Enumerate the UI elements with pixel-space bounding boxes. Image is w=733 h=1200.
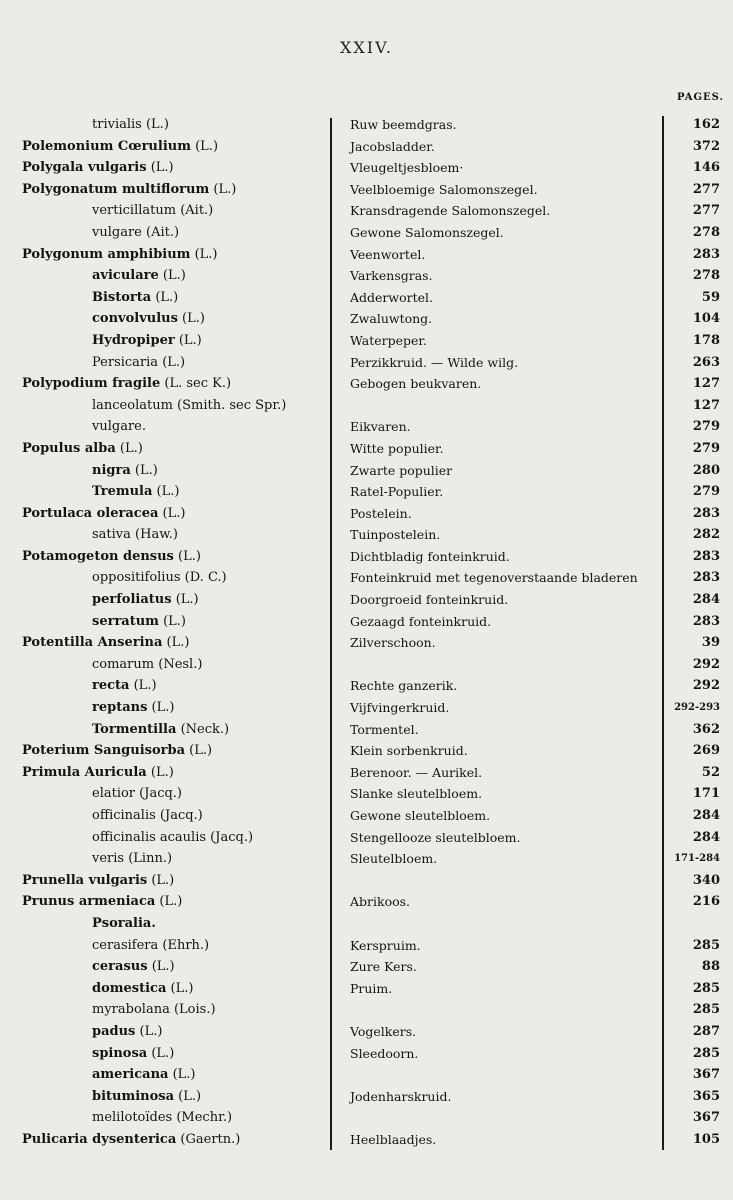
dutch-name: Tormentel. (350, 721, 419, 737)
author-abbrev: (L.) (177, 311, 205, 327)
page-ref: 340 (692, 872, 720, 888)
author-abbrev: (L.) (130, 462, 158, 478)
page-ref: 127 (692, 397, 720, 413)
index-row (0, 438, 733, 460)
page-ref: 39 (701, 635, 720, 651)
page-ref: 88 (701, 959, 720, 975)
species-name: Bistorta (92, 289, 152, 305)
index-row (0, 567, 733, 589)
author-abbrev: (Mechr.) (172, 1110, 233, 1126)
page-ref: 283 (692, 505, 720, 521)
author-abbrev: (L.) (158, 613, 186, 629)
index-row (0, 589, 733, 611)
page-ref: 372 (692, 138, 720, 154)
latin-name (22, 179, 236, 201)
page-ref: 367 (692, 1110, 720, 1126)
dutch-name: Doorgroeid fonteinkruid. (350, 592, 509, 608)
species-name: americana (92, 1067, 169, 1083)
author-abbrev: (L.) (141, 117, 169, 132)
species-name: Persicaria (92, 354, 159, 370)
page-ref: 263 (692, 354, 720, 370)
species-name: Sanguisorba (89, 743, 185, 759)
dutch-name: Zure Kers. (350, 959, 417, 975)
author-abbrev: (Gaertn.) (176, 1131, 241, 1147)
author-abbrev: (L.) (158, 505, 186, 521)
latin-name (22, 503, 185, 525)
latin-name (92, 999, 216, 1021)
latin-name (92, 416, 146, 438)
author-abbrev: (Ait.) (141, 224, 180, 240)
dutch-name: Ratel-Populier. (350, 484, 444, 500)
index-row (0, 611, 733, 633)
index-row (0, 330, 733, 352)
dutch-name: Postelein. (350, 505, 412, 521)
index-row (0, 308, 733, 330)
author-abbrev: (Neck.) (176, 721, 230, 737)
genus-name: Potentilla (22, 635, 94, 651)
author-abbrev: (L.) (135, 1023, 163, 1039)
latin-name (92, 805, 203, 827)
index-row (0, 373, 733, 395)
latin-name (92, 654, 202, 676)
author-abbrev: (Jacq.) (206, 829, 254, 845)
species-name: convolvulus (92, 311, 178, 327)
dutch-name: Kerspruim. (350, 937, 421, 953)
page-ref: 104 (692, 311, 720, 327)
genus-name: Prunus (22, 894, 75, 910)
page-ref: 127 (692, 376, 720, 392)
species-name: cerasifera (92, 937, 159, 953)
latin-name (92, 200, 213, 222)
author-abbrev: (L.) (174, 1088, 202, 1104)
author-abbrev: (L.) (171, 592, 199, 608)
latin-name (92, 308, 205, 330)
author-abbrev: (L.) (147, 1045, 175, 1061)
dutch-name: Eikvaren. (350, 419, 411, 435)
dutch-name: Berenoor. — Aurikel. (350, 764, 483, 780)
page-ref: 287 (692, 1023, 720, 1039)
species-name: melilotoïdes (92, 1110, 173, 1126)
species-name: amphibium (103, 246, 191, 262)
page-ref: 277 (692, 203, 720, 219)
page-ref: 278 (692, 268, 720, 284)
species-name: alba (80, 440, 116, 456)
species-name: vulgaris (84, 872, 148, 888)
species-name: bituminosa (92, 1088, 175, 1104)
species-name: perfoliatus (92, 592, 172, 608)
dutch-name: Varkensgras. (350, 268, 433, 284)
index-table (0, 114, 733, 1151)
latin-name (22, 1129, 240, 1151)
index-row (0, 805, 733, 827)
page-ref: 146 (692, 160, 720, 176)
author-abbrev: (L.) (174, 332, 202, 348)
genus-name: Polygonum (22, 246, 104, 262)
species-name: vulgare. (92, 419, 146, 435)
latin-name (92, 1064, 196, 1086)
author-abbrev: (L. sec K.) (160, 376, 232, 392)
index-row (0, 783, 733, 805)
index-row (0, 546, 733, 568)
index-row (0, 460, 733, 482)
species-name: armeniaca (74, 894, 156, 910)
dutch-name: Ruw beemdgras. (350, 117, 457, 132)
index-row (0, 978, 733, 1000)
page-ref: 283 (692, 570, 720, 586)
index-row (0, 956, 733, 978)
index-row (0, 935, 733, 957)
page-ref: 52 (701, 764, 720, 780)
species-name: recta (92, 678, 130, 694)
page-ref: 279 (692, 419, 720, 435)
latin-name (22, 136, 218, 158)
genus-name: Primula (22, 764, 81, 780)
latin-name (22, 373, 231, 395)
latin-name (92, 611, 186, 633)
page-ref: 285 (692, 1002, 720, 1018)
species-name: elatior (92, 786, 136, 802)
latin-name (92, 524, 178, 546)
index-row (0, 1107, 733, 1129)
index-row (0, 697, 733, 719)
index-row (0, 1129, 733, 1151)
species-name: domestica (92, 980, 167, 996)
page-ref: 279 (692, 484, 720, 500)
dutch-name: Gewone Salomonszegel. (350, 224, 504, 240)
dutch-name: Dichtbladig fonteinkruid. (350, 548, 510, 564)
latin-name (92, 719, 229, 741)
genus-name: Polygala (22, 160, 84, 176)
index-row (0, 179, 733, 201)
species-name: officinalis acaulis (92, 829, 207, 845)
latin-name (22, 632, 189, 654)
author-abbrev: (D. C.) (180, 570, 227, 586)
latin-name (92, 395, 286, 417)
species-name: officinalis (92, 808, 156, 823)
page-ref: 178 (692, 332, 720, 348)
page-ref: 283 (692, 548, 720, 564)
author-abbrev: (L.) (173, 548, 201, 564)
species-name: veris (92, 851, 125, 867)
latin-name (92, 1021, 162, 1043)
index-row (0, 848, 733, 870)
species-name: trivialis (92, 117, 142, 132)
species-name: Anserina (93, 635, 163, 651)
page-ref: 285 (692, 980, 720, 996)
author-abbrev: (Nesl.) (154, 656, 203, 672)
genus-name: Prunella (22, 872, 85, 888)
species-name: serratum (92, 613, 159, 629)
species-name: dysenterica (87, 1131, 177, 1147)
index-row (0, 675, 733, 697)
dutch-name: Kransdragende Salomonszegel. (350, 203, 551, 219)
genus-name: Polypodium (22, 376, 108, 392)
index-row (0, 287, 733, 309)
latin-name (92, 352, 185, 374)
index-row (0, 654, 733, 676)
species-name: padus (92, 1023, 136, 1039)
latin-name (92, 675, 157, 697)
page-ref: 285 (692, 937, 720, 953)
species-name: multiflorum (117, 181, 210, 197)
page-ref: 284 (692, 592, 720, 608)
dutch-name: Gebogen beukvaren. (350, 376, 482, 392)
page-ref: 285 (692, 1045, 720, 1061)
latin-name (92, 222, 179, 244)
index-row (0, 1021, 733, 1043)
species-name: vulgaris (83, 160, 147, 176)
author-abbrev: (L.) (209, 181, 237, 197)
dutch-name: Witte populier. (350, 440, 444, 456)
author-abbrev: (Ehrh.) (158, 937, 210, 953)
latin-name (92, 460, 158, 482)
dutch-name: Veenwortel. (350, 246, 426, 262)
author-abbrev: (L.) (129, 678, 157, 694)
latin-name (22, 157, 174, 179)
page-ref: 278 (692, 224, 720, 240)
latin-name (92, 567, 227, 589)
author-abbrev: (L.) (151, 289, 179, 305)
index-row (0, 1086, 733, 1108)
author-abbrev: (L.) (158, 354, 186, 370)
genus-name: Potamogeton (22, 548, 119, 564)
author-abbrev: (L.) (146, 764, 174, 780)
page-ref: 162 (692, 117, 720, 132)
page-ref: 277 (692, 181, 720, 197)
dutch-name: Tuinpostelein. (350, 527, 441, 543)
page-ref: 216 (692, 894, 720, 910)
author-abbrev: (Linn.) (124, 851, 173, 867)
dutch-name: Vleugeltjesbloem· (350, 160, 464, 176)
page-ref: 280 (692, 462, 720, 478)
latin-name (92, 783, 182, 805)
page-ref: 283 (692, 613, 720, 629)
page-ref: 105 (692, 1131, 720, 1147)
index-row (0, 352, 733, 374)
index-row (0, 200, 733, 222)
latin-name (92, 848, 172, 870)
author-abbrev: (L.) (190, 138, 219, 154)
index-row (0, 762, 733, 784)
latin-name (22, 244, 217, 266)
index-row (0, 416, 733, 438)
index-row (0, 524, 733, 546)
index-row (0, 244, 733, 266)
index-row (0, 740, 733, 762)
index-row (0, 913, 733, 935)
species-name: densus (118, 548, 174, 564)
dutch-name: Pruim. (350, 980, 393, 996)
dutch-name: Vogelkers. (350, 1023, 417, 1039)
author-abbrev: (L.) (146, 160, 174, 176)
page-ref: 365 (692, 1088, 720, 1104)
author-abbrev: (L.) (162, 635, 190, 651)
page-ref: 171-284 (674, 853, 720, 865)
dutch-name: Perzikkruid. — Wilde wilg. (350, 354, 519, 370)
index-row (0, 632, 733, 654)
species-name: sativa (92, 527, 131, 543)
page-ref: 283 (692, 246, 720, 262)
author-abbrev: (L.) (147, 700, 175, 716)
species-name: Psoralia. (92, 915, 156, 931)
latin-name (92, 481, 179, 503)
species-name: Auricula (80, 764, 147, 780)
author-abbrev: (L.) (115, 440, 143, 456)
author-abbrev: (Jacq.) (135, 786, 183, 802)
latin-name (92, 978, 193, 1000)
author-abbrev: (Smith. sec Spr.) (172, 397, 287, 413)
latin-name (92, 330, 202, 352)
dutch-name: Zilverschoon. (350, 635, 436, 651)
dutch-name: Gezaagd fonteinkruid. (350, 613, 492, 629)
genus-name: Populus (22, 440, 81, 456)
species-name: oppositifolius (92, 570, 181, 586)
page-ref: 269 (692, 743, 720, 759)
page-number: XXIV. (340, 38, 393, 57)
latin-name (22, 891, 182, 913)
latin-name (92, 1043, 174, 1065)
dutch-name: Zwaluwtong. (350, 311, 433, 327)
index-row (0, 870, 733, 892)
genus-name: Poterium (22, 743, 90, 759)
latin-name (22, 546, 201, 568)
dutch-name: Jacobsladder. (350, 138, 435, 154)
dutch-name: Jodenharskruid. (350, 1088, 452, 1104)
species-name: Hydropiper (92, 332, 175, 348)
page-ref: 367 (692, 1067, 720, 1083)
dutch-name: Zwarte populier (350, 462, 453, 478)
author-abbrev: (L.) (185, 743, 213, 759)
author-abbrev: (L.) (147, 872, 175, 888)
page-ref: 59 (701, 289, 720, 305)
dutch-name: Heelblaadjes. (350, 1131, 437, 1147)
author-abbrev: (Lois.) (169, 1002, 216, 1018)
dutch-name: Adderwortel. (350, 289, 433, 305)
dutch-name: Sleutelbloem. (350, 851, 438, 867)
author-abbrev: (Ait.) (176, 203, 214, 219)
latin-name (22, 438, 143, 460)
index-row (0, 827, 733, 849)
author-abbrev: (L.) (166, 980, 194, 996)
author-abbrev: (L.) (158, 268, 186, 284)
page-ref: 282 (692, 527, 720, 543)
species-name: vulgare (92, 224, 142, 240)
latin-name (92, 589, 199, 611)
latin-name (22, 870, 174, 892)
latin-name (22, 740, 212, 762)
latin-name (92, 827, 253, 849)
page-ref: 292-293 (674, 702, 720, 714)
species-name: aviculare (92, 268, 159, 284)
species-name: cerasus (92, 959, 148, 975)
genus-name: Polemonium (22, 138, 114, 154)
species-name: lanceolatum (92, 397, 173, 413)
species-name: spinosa (92, 1045, 148, 1061)
dutch-name: Stengellooze sleutelbloem. (350, 829, 521, 845)
index-row (0, 395, 733, 417)
dutch-name: Rechte ganzerik. (350, 678, 458, 694)
index-row (0, 114, 733, 136)
author-abbrev: (L.) (190, 246, 218, 262)
author-abbrev: (Jacq.) (155, 808, 203, 823)
page-ref: 171 (692, 786, 720, 802)
index-row (0, 999, 733, 1021)
dutch-name: Vijfvingerkruid. (350, 700, 450, 716)
species-name: myrabolana (92, 1002, 170, 1018)
page-ref: 284 (692, 808, 720, 823)
genus-name: Pulicaria (22, 1131, 88, 1147)
species-name: Tremula (92, 484, 153, 500)
species-name: verticillatum (92, 203, 177, 219)
index-row (0, 157, 733, 179)
species-name: Tormentilla (92, 721, 177, 737)
page-ref: 362 (692, 721, 720, 737)
dutch-name: Sleedoorn. (350, 1045, 419, 1061)
index-row (0, 891, 733, 913)
page-ref: 292 (692, 678, 720, 694)
latin-name (92, 935, 209, 957)
index-row (0, 222, 733, 244)
species-name: oleracea (92, 505, 159, 521)
dutch-name: Klein sorbenkruid. (350, 743, 468, 759)
species-name: comarum (92, 656, 155, 672)
author-abbrev: (L.) (155, 894, 183, 910)
index-row (0, 719, 733, 741)
dutch-name: Slanke sleutelbloem. (350, 786, 483, 802)
author-abbrev: (L.) (152, 484, 180, 500)
latin-name (92, 114, 169, 136)
species-name: reptans (92, 700, 148, 716)
page-ref: 284 (692, 829, 720, 845)
species-name: nigra (92, 462, 131, 478)
dutch-name: Waterpeper. (350, 332, 427, 348)
index-row (0, 481, 733, 503)
latin-name (92, 287, 178, 309)
index-row (0, 265, 733, 287)
latin-name (22, 762, 174, 784)
index-row (0, 136, 733, 158)
latin-name (92, 265, 186, 287)
latin-name (92, 1086, 201, 1108)
species-name: Cœrulium (113, 138, 191, 154)
index-row (0, 1064, 733, 1086)
page-ref: 279 (692, 440, 720, 456)
dutch-name: Veelbloemige Salomonszegel. (350, 181, 538, 197)
author-abbrev: (L.) (147, 959, 175, 975)
dutch-name: Abrikoos. (350, 894, 411, 910)
species-name: fragile (107, 376, 161, 392)
latin-name (92, 1107, 232, 1129)
dutch-name: Fonteinkruid met tegenoverstaande bladeren (350, 570, 638, 586)
page-ref: 292 (692, 656, 720, 672)
author-abbrev: (Haw.) (130, 527, 178, 543)
author-abbrev: (L.) (168, 1067, 196, 1083)
index-row (0, 503, 733, 525)
latin-name (92, 956, 175, 978)
dutch-name: Gewone sleutelbloem. (350, 808, 491, 823)
latin-name (92, 913, 156, 935)
genus-name: Portulaca (22, 505, 93, 521)
latin-name (92, 697, 174, 719)
index-row (0, 1043, 733, 1065)
pages-column-header: PAGES. (676, 92, 724, 103)
genus-name: Polygonatum (22, 181, 118, 197)
